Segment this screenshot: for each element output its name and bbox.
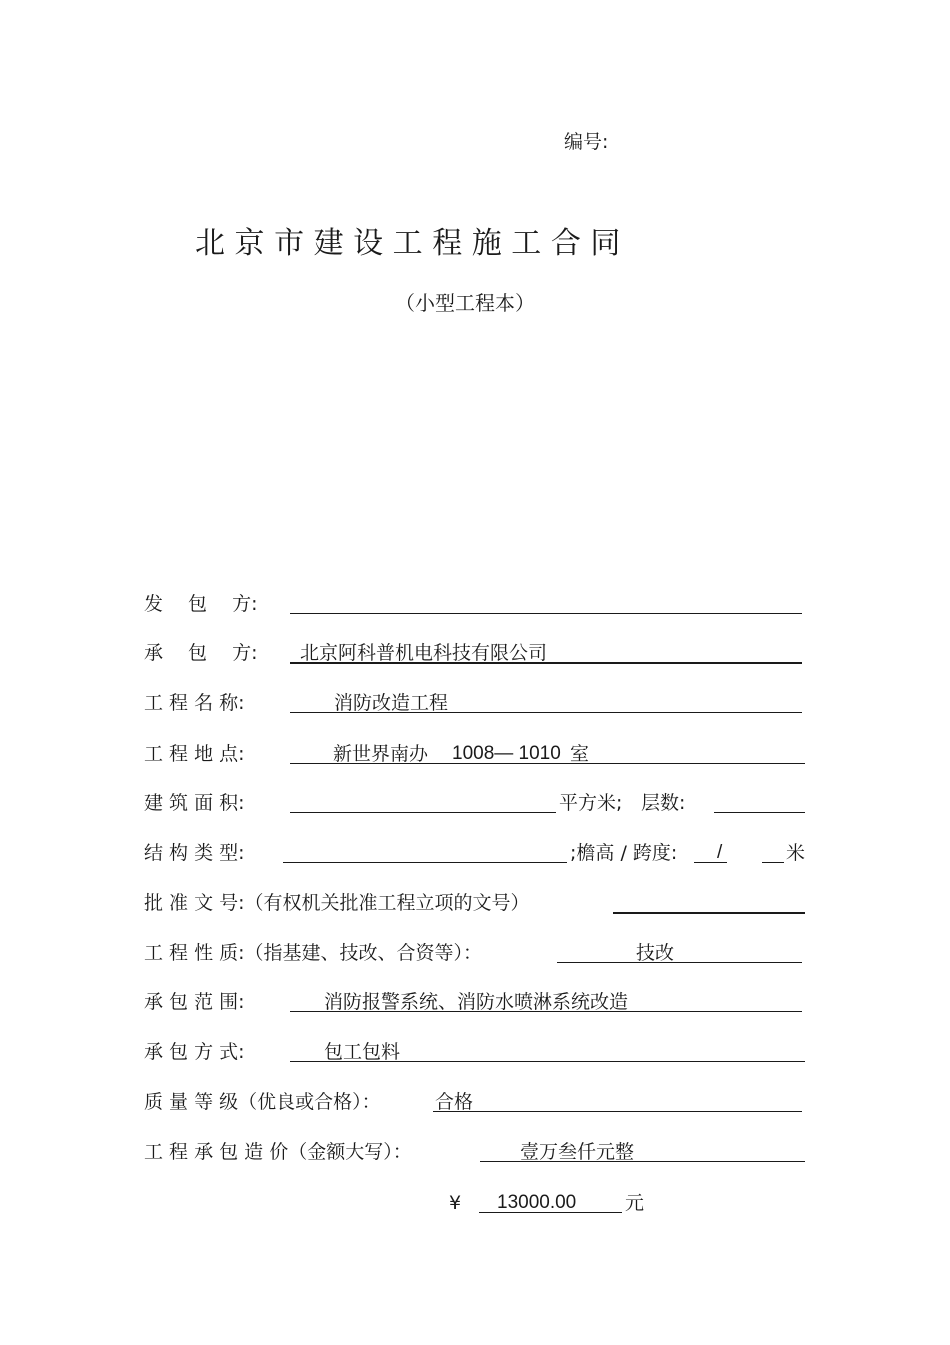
- contract-price-words-underline: [480, 1161, 805, 1162]
- project-nature-underline: [557, 962, 802, 963]
- eave-height-value: /: [717, 842, 723, 863]
- contract-scope-label: 承 包 范 围:: [144, 991, 245, 1013]
- structure-type-label: 结 构 类 型:: [144, 842, 245, 864]
- eave-height-unit: 米: [786, 842, 806, 864]
- structure-type-underline: [283, 862, 567, 863]
- project-location-label: 工 程 地 点:: [144, 743, 245, 765]
- currency-symbol: ¥: [449, 1192, 462, 1214]
- contractor-label: 承 包 方:: [144, 642, 258, 664]
- approval-number-label: 批 准 文 号:（有权机关批准工程立项的文号）: [144, 892, 530, 914]
- project-location-number: 1008— 1010: [452, 743, 561, 764]
- floors-label: 层数:: [641, 792, 686, 814]
- building-area-unit: 平方米;: [559, 792, 623, 814]
- contractor-value: 北京阿科普机电科技有限公司: [300, 642, 548, 664]
- contract-mode-value: 包工包料: [324, 1041, 401, 1063]
- building-area-label: 建 筑 面 积:: [144, 792, 245, 814]
- quality-grade-underline: [433, 1111, 802, 1112]
- project-nature-value: 技改: [636, 942, 675, 964]
- project-nature-label: 工 程 性 质:（指基建、技改、合资等）：: [144, 942, 483, 964]
- contract-price-words: 壹万叁仟元整: [520, 1141, 635, 1163]
- eave-height-underline: [694, 862, 727, 863]
- contract-subtitle: （小型工程本）: [395, 291, 535, 315]
- contract-title: 北 京 市 建 设 工 程 施 工 合 同: [195, 226, 621, 261]
- project-location-underline: [290, 763, 805, 764]
- contract-price-number: 13000.00: [497, 1192, 577, 1213]
- contract-scope-value: 消防报警系统、消防水喷淋系统改造: [324, 991, 629, 1013]
- project-location-text: 新世界南办: [333, 743, 429, 765]
- project-location-room: 室: [570, 743, 590, 765]
- floors-underline: [714, 812, 805, 813]
- serial-number-label: 编号:: [564, 131, 609, 153]
- project-name-underline: [290, 712, 802, 713]
- contract-scope-underline: [290, 1011, 802, 1012]
- approval-number-underline: [613, 912, 805, 914]
- contract-price-label: 工 程 承 包 造 价（金额大写）：: [144, 1141, 412, 1163]
- employer-underline: [290, 613, 802, 614]
- project-name-value: 消防改造工程: [334, 692, 449, 714]
- eave-unit-underline: [762, 862, 784, 863]
- quality-grade-label: 质 量 等 级（优良或合格）：: [144, 1091, 381, 1113]
- employer-label: 发 包 方:: [144, 593, 258, 615]
- contract-price-number-underline: [479, 1212, 622, 1213]
- contractor-underline: [290, 662, 802, 664]
- contract-price-unit: 元: [625, 1192, 645, 1214]
- building-area-underline: [290, 812, 556, 813]
- project-name-label: 工 程 名 称:: [144, 692, 245, 714]
- eave-height-label: ;檐高 / 跨度:: [570, 842, 678, 864]
- contract-mode-underline: [290, 1061, 805, 1062]
- contract-mode-label: 承 包 方 式:: [144, 1041, 245, 1063]
- quality-grade-value: 合格: [435, 1091, 474, 1113]
